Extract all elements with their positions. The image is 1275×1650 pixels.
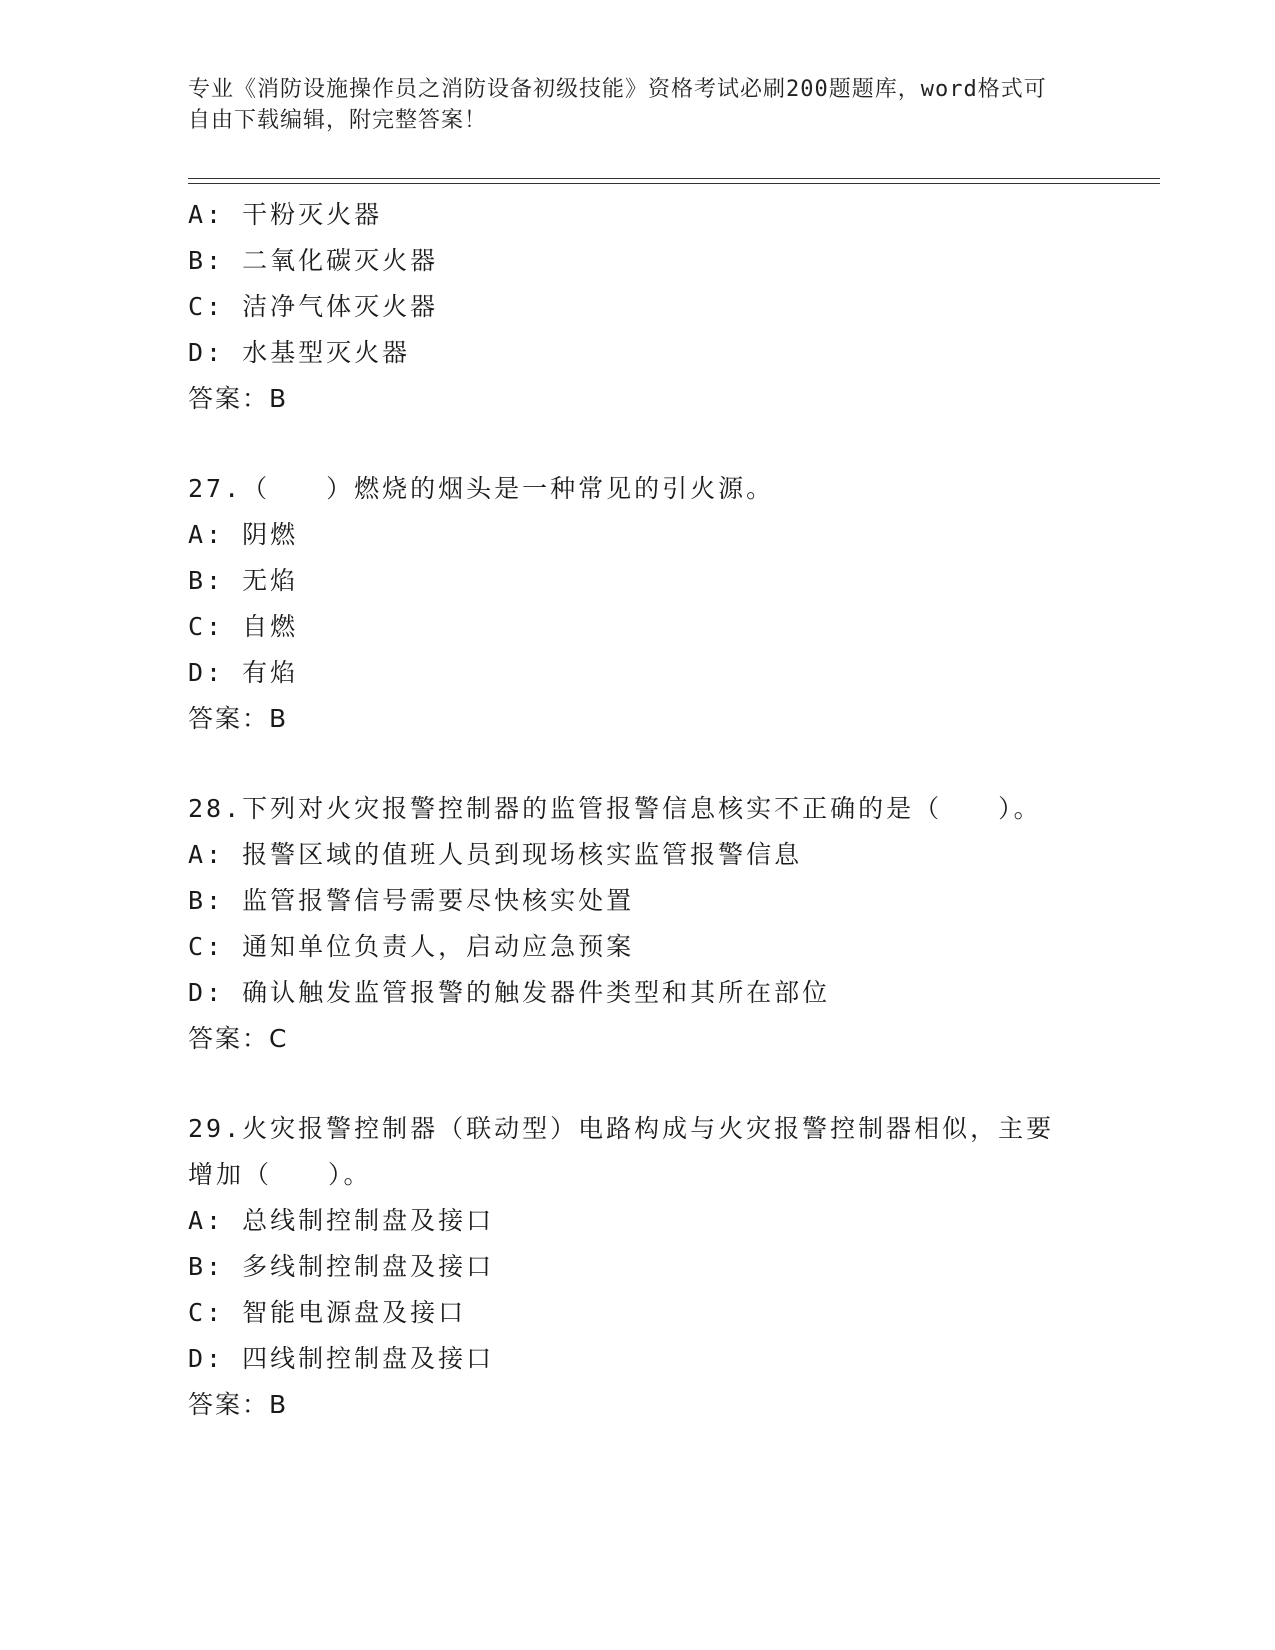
question-text-line-2: 增加（ ）。 [188,1160,372,1189]
header-title: 专业《消防设施操作员之消防设备初级技能》资格考试必刷200题题库，word格式可自由下载编辑，附完整答案！ [188,77,1047,133]
option-c: C: 自燃 [188,612,299,641]
option-b: B: 多线制控制盘及接口 [188,1252,495,1281]
header-rule-top [188,178,1160,179]
option-c: C: 通知单位负责人，启动应急预案 [188,932,635,961]
option-a: A: 干粉灭火器 [188,200,383,229]
option-c: C: 洁净气体灭火器 [188,292,439,321]
option-d: D: 确认触发监管报警的触发器件类型和其所在部位 [188,978,831,1007]
question-block-26 [188,192,1148,422]
spacer [188,742,1148,786]
question-text: 28.下列对火灾报警控制器的监管报警信息核实不正确的是（ ）。 [188,794,1042,823]
answer-line: 答案：B [188,704,289,733]
question-block-27 [188,466,1148,742]
question-list [188,192,1148,1428]
answer-line: 答案：B [188,384,289,413]
answer-line: 答案：B [188,1390,289,1419]
document-header [188,74,1068,136]
option-a: A: 总线制控制盘及接口 [188,1206,495,1235]
answer-line: 答案：C [188,1024,289,1053]
question-block-28 [188,786,1148,1062]
option-d: D: 四线制控制盘及接口 [188,1344,495,1373]
option-c: C: 智能电源盘及接口 [188,1298,467,1327]
option-b: B: 监管报警信号需要尽快核实处置 [188,886,635,915]
option-d: D: 有焰 [188,658,299,687]
option-b: B: 二氧化碳灭火器 [188,246,439,275]
question-text: 27.（ ）燃烧的烟头是一种常见的引火源。 [188,474,775,503]
option-b: B: 无焰 [188,566,299,595]
question-block-29 [188,1106,1148,1428]
option-a: A: 阴燃 [188,520,299,549]
question-text-line-1: 29.火灾报警控制器（联动型）电路构成与火灾报警控制器相似，主要 [188,1114,1055,1143]
option-d: D: 水基型灭火器 [188,338,411,367]
spacer [188,422,1148,466]
spacer [188,1062,1148,1106]
option-a: A: 报警区域的值班人员到现场核实监管报警信息 [188,840,803,869]
header-rule-bottom [188,183,1160,184]
